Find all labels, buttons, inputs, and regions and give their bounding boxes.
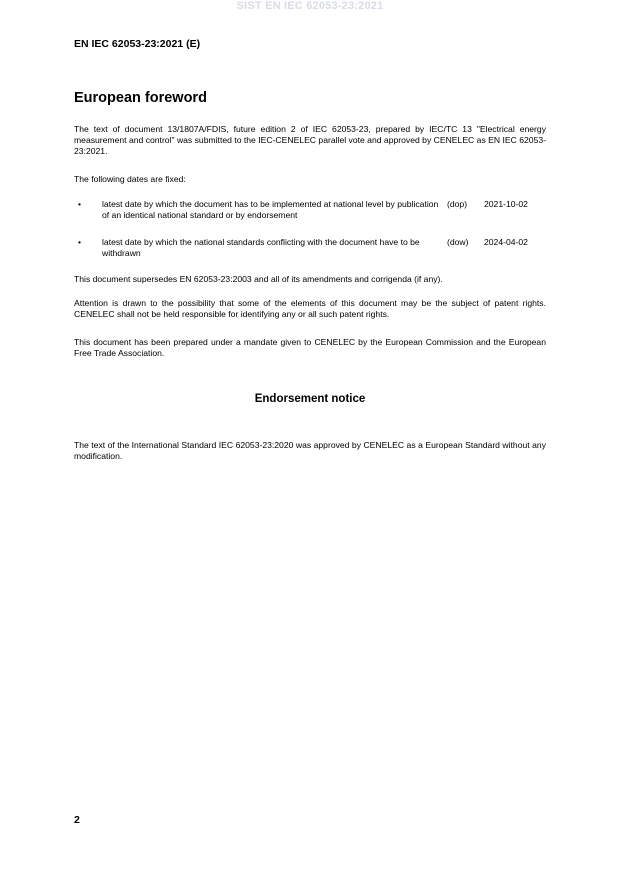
dates-intro-block <box>74 174 546 185</box>
dates-intro: The following dates are fixed: <box>74 174 186 184</box>
supersedes-block <box>74 274 546 285</box>
endorsement-block <box>74 440 546 462</box>
dates-list-2 <box>74 237 546 261</box>
patent-text: Attention is drawn to the possibility that some of the elements of this document may be the subject of patent rights. CENELEC shall not be held responsible for identifying any or all such patent rights. <box>74 298 546 319</box>
date-item-text: latest date by which the national standards conflicting with the document have to be withdrawn <box>102 237 420 258</box>
document-id-header: EN IEC 62053-23:2021 (E) <box>74 38 201 50</box>
bullet: • <box>78 199 82 209</box>
mandate-text: This document has been prepared under a mandate given to CENELEC by the European Commission and the European Free Trade Association. <box>74 337 546 358</box>
mandate-block <box>74 337 546 359</box>
date-item-value: 2024-04-02 <box>484 237 528 247</box>
bullet: • <box>78 237 82 247</box>
page-number: 2 <box>74 814 80 826</box>
date-item-dow <box>74 237 546 261</box>
patent-block <box>74 298 546 320</box>
date-item-value: 2021-10-02 <box>484 199 528 209</box>
endorsement-title: Endorsement notice <box>254 393 366 405</box>
watermark: SIST EN IEC 62053-23:2021 <box>236 0 384 12</box>
date-item-text: latest date by which the document has to be implemented at national level by publication of an identical national standard or by endorsement <box>102 199 439 220</box>
dates-list <box>74 199 546 223</box>
date-item-code: (dop) <box>447 199 468 209</box>
date-item-code: (dow) <box>447 237 469 247</box>
foreword-intro: The text of document 13/1807A/FDIS, future edition 2 of IEC 62053-23, prepared by IEC/TC 13 "Electrical energy measurement and control" was submitted to the IEC-CENELEC parallel vote and approved by CENELEC as EN IEC 62053-23:2021. <box>74 124 546 156</box>
endorsement-text: The text of the International Standard IEC 62053-23:2020 was approved by CENELEC as a European Standard without any modification. <box>74 440 546 461</box>
supersedes-text: This document supersedes EN 62053-23:2003 and all of its amendments and corrigenda (if any). <box>74 274 443 284</box>
date-item-dop <box>74 199 546 223</box>
foreword-intro-block <box>74 124 546 157</box>
foreword-title: European foreword <box>74 90 207 106</box>
